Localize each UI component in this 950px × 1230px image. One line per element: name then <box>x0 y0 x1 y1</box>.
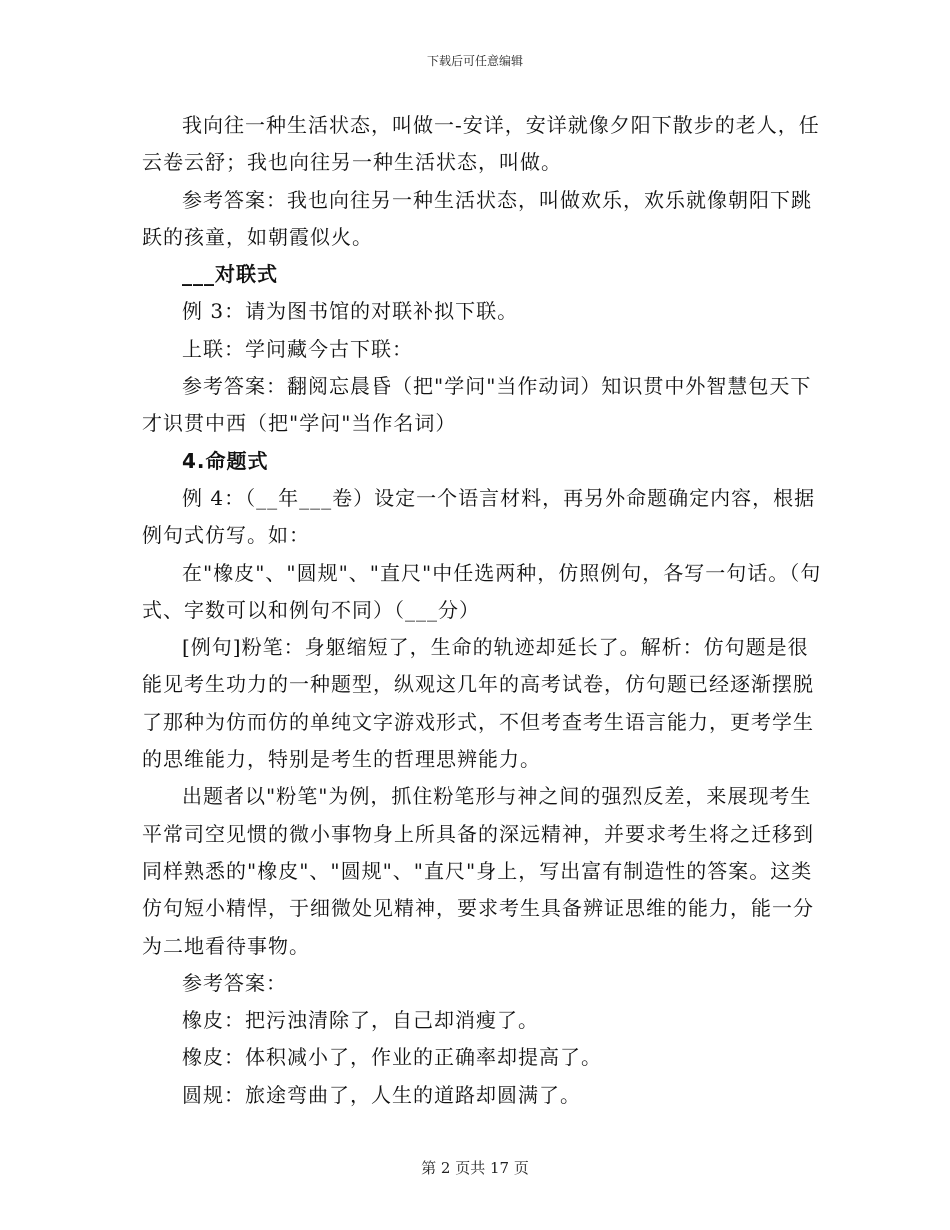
paragraph: 出题者以"粉笔"为例，抓住粉笔形与神之间的强烈反差，来展现考生平常司空见惯的微小事物身上所具备的深远精神，并要求考生将之迁移到同样熟悉的"橡皮"、"圆规"、"直尺"身上，写出富有制造性的答案。这类仿句短小精悍，于细微处见精神，要求考生具备辨证思维的能力，能一分为二地看待事物。 <box>142 784 814 958</box>
paragraph: 参考答案：翻阅忘晨昏（把"学问"当作动词）知识贯中外智慧包天下才识贯中西（把"学问"当作名词） <box>142 374 812 436</box>
paragraph: 在"橡皮"、"圆规"、"直尺"中任选两种，仿照例句，各写一句话。（句式、字数可以和例句不同）（___分） <box>142 560 822 622</box>
paragraph: 上联：学问藏今古下联： <box>182 336 413 361</box>
paragraph: 我向往一种生活状态，叫做一-安详，安详就像夕阳下散步的老人，任云卷云舒；我也向往另一种生活状态，叫做。 <box>142 113 820 175</box>
paragraph: [例句]粉笔：身躯缩短了，生命的轨迹却延长了。解析：仿句题是很能见考生功力的一种题型，纵观这几年的高考试卷，仿句题已经逐渐摆脱了那种为仿而仿的单纯文字游戏形式，不但考查考生语言能力，更考学生的思维能力，特别是考生的哲理思辨能力。 <box>142 635 814 772</box>
paragraph: 参考答案： <box>182 970 287 995</box>
paragraph: 橡皮：把污浊清除了，自己却消瘦了。 <box>182 1008 539 1033</box>
paragraph: 橡皮：体积减小了，作业的正确率却提高了。 <box>182 1045 602 1070</box>
paragraph: 圆规：旅途弯曲了，人生的道路却圆满了。 <box>182 1082 581 1107</box>
section-heading: 4.命题式 <box>182 448 269 473</box>
page-header: 下载后可任意编辑 <box>426 54 523 68</box>
paragraph: 例 3：请为图书馆的对联补拟下联。 <box>182 299 519 324</box>
page-footer: 第 2 页共 17 页 <box>421 1159 529 1177</box>
paragraph: 例 4：（__年___卷）设定一个语言材料，再另外命题确定内容，根据例句式仿写。如： <box>142 485 816 548</box>
section-heading: ___对联式 <box>182 262 278 287</box>
paragraph: 参考答案：我也向往另一种生活状态，叫做欢乐，欢乐就像朝阳下跳跃的孩童，如朝霞似火。 <box>142 187 812 249</box>
document-body <box>142 107 822 1114</box>
